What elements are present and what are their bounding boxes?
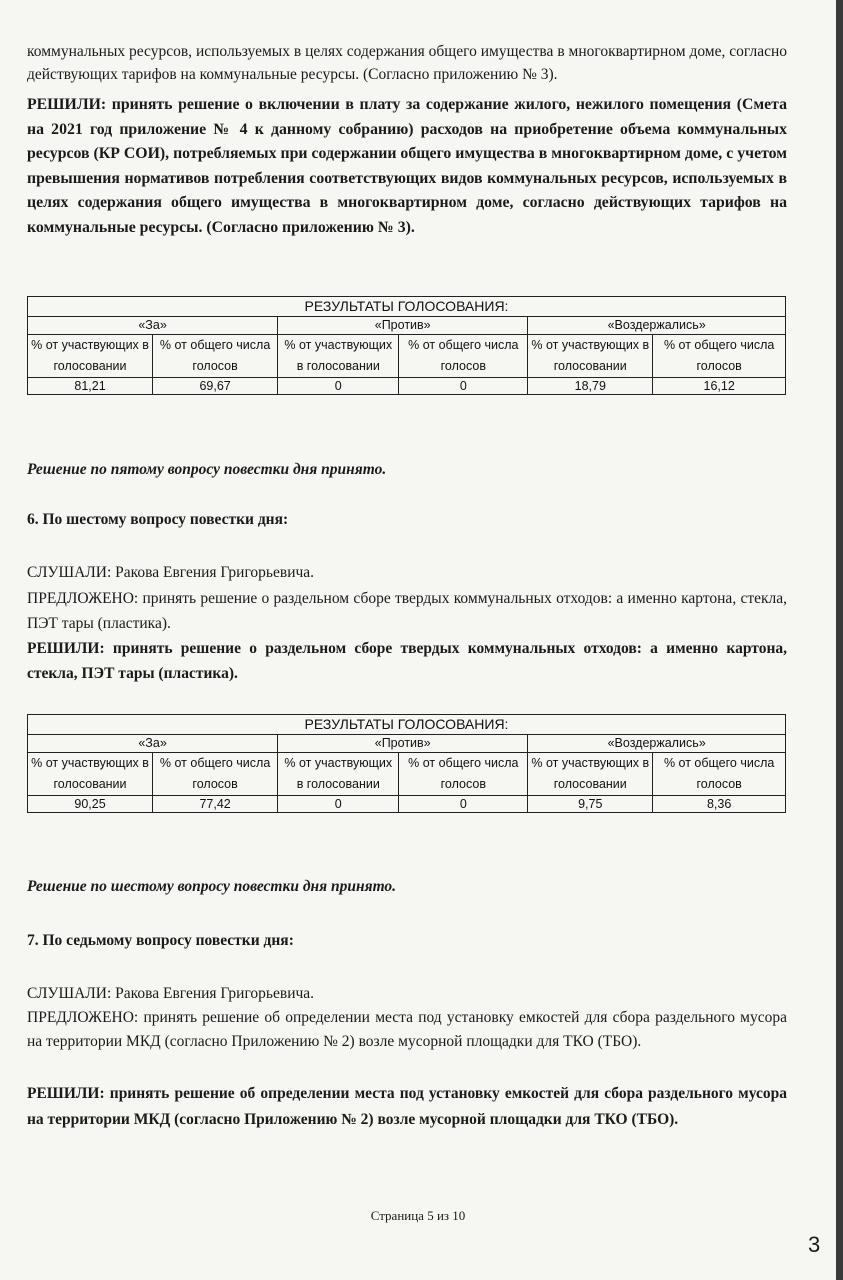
value-cell: 9,75 [528, 796, 653, 813]
value-cell: 69,67 [153, 378, 278, 395]
value-cell: 0 [399, 796, 528, 813]
col-total: % от общего числа голосов [399, 335, 528, 378]
value-cell: 81,21 [28, 378, 153, 395]
value-cell: 16,12 [653, 378, 786, 395]
col-participants: % от участвующих в голосовании [28, 335, 153, 378]
value-cell: 0 [278, 378, 399, 395]
col-total: % от общего числа голосов [653, 335, 786, 378]
group-for: «За» [28, 317, 278, 335]
q5-decision: Решение по пятому вопросу повестки дня принято. [27, 461, 387, 478]
q6-resolution: РЕШИЛИ: принять решение о раздельном сборе твердых коммунальных отходов: а именно картона, стекла, ПЭТ тары (пластика). [27, 640, 787, 682]
value-cell: 90,25 [28, 796, 153, 813]
vote-table-q6 [27, 714, 786, 813]
q6-heard: СЛУШАЛИ: Ракова Евгения Григорьевича. [27, 564, 315, 581]
col-total: % от общего числа голосов [153, 753, 278, 796]
group-abstain: «Воздержались» [528, 735, 786, 753]
group-abstain: «Воздержались» [528, 317, 786, 335]
q6-decision: Решение по шестому вопросу повестки дня принято. [27, 878, 397, 895]
value-cell: 77,42 [153, 796, 278, 813]
value-cell: 0 [399, 378, 528, 395]
q7-heard: СЛУШАЛИ: Ракова Евгения Григорьевича. [27, 985, 315, 1002]
q7-proposed: ПРЕДЛОЖЕНО: принять решение об определении места под установку емкостей для сбора раздельного мусора на территории МКД (согласно Приложению № 2) возле мусорной площадки для ТКО (ТБО). [27, 1009, 787, 1050]
page-number: Страница 5 из 10 [370, 1208, 466, 1223]
handwritten-page-mark: 3 [808, 1232, 821, 1257]
col-total: % от общего числа голосов [399, 753, 528, 796]
value-cell: 0 [278, 796, 399, 813]
vote-table-q5 [27, 296, 786, 395]
group-against: «Против» [278, 317, 528, 335]
col-total: % от общего числа голосов [653, 753, 786, 796]
vote-table-title: РЕЗУЛЬТАТЫ ГОЛОСОВАНИЯ: [28, 297, 786, 317]
col-participants: % от участвующих в голосовании [528, 335, 653, 378]
value-cell: 8,36 [653, 796, 786, 813]
value-cell: 18,79 [528, 378, 653, 395]
q5-resolution: РЕШИЛИ: принять решение о включении в плату за содержание жилого, нежилого помещения (Смета на 2021 год приложение № 4 к данному собранию) расходов на приобретение объема коммунальных ресурсов (КР СОИ), потребляемых при содержании общего имущества в многоквартирном доме, с учетом превышения нормативов потребления соответствующих видов коммунальных ресурсов, используемых в целях содержания общего имущества в многоквартирном доме, согласно действующих тарифов на коммунальные ресурсы. (Согласно приложению № 3). [27, 96, 787, 236]
col-total: % от общего числа голосов [153, 335, 278, 378]
col-participants: % от участвующих в голосовании [28, 753, 153, 796]
q7-resolution: РЕШИЛИ: принять решение об определении места под установку емкостей для сбора раздельного мусора на территории МКД (согласно Приложению № 2) возле мусорной площадки для ТКО (ТБО). [27, 1085, 787, 1128]
q6-heading: 6. По шестому вопросу повестки дня: [27, 511, 289, 528]
group-against: «Против» [278, 735, 528, 753]
q7-heading: 7. По седьмому вопросу повестки дня: [27, 932, 294, 949]
group-for: «За» [28, 735, 278, 753]
intro-paragraph: коммунальных ресурсов, используемых в целях содержания общего имущества в многоквартирном доме, согласно действующих тарифов на коммунальные ресурсы. (Согласно приложению № 3). [27, 43, 787, 83]
vote-table-title: РЕЗУЛЬТАТЫ ГОЛОСОВАНИЯ: [28, 715, 786, 735]
col-participants: % от участвующих в голосовании [528, 753, 653, 796]
q6-proposed: ПРЕДЛОЖЕНО: принять решение о раздельном сборе твердых коммунальных отходов: а именно картона, стекла, ПЭТ тары (пластика). [27, 590, 787, 632]
col-participants: % от участвующих в голосовании [278, 753, 399, 796]
col-participants: % от участвующих в голосовании [278, 335, 399, 378]
